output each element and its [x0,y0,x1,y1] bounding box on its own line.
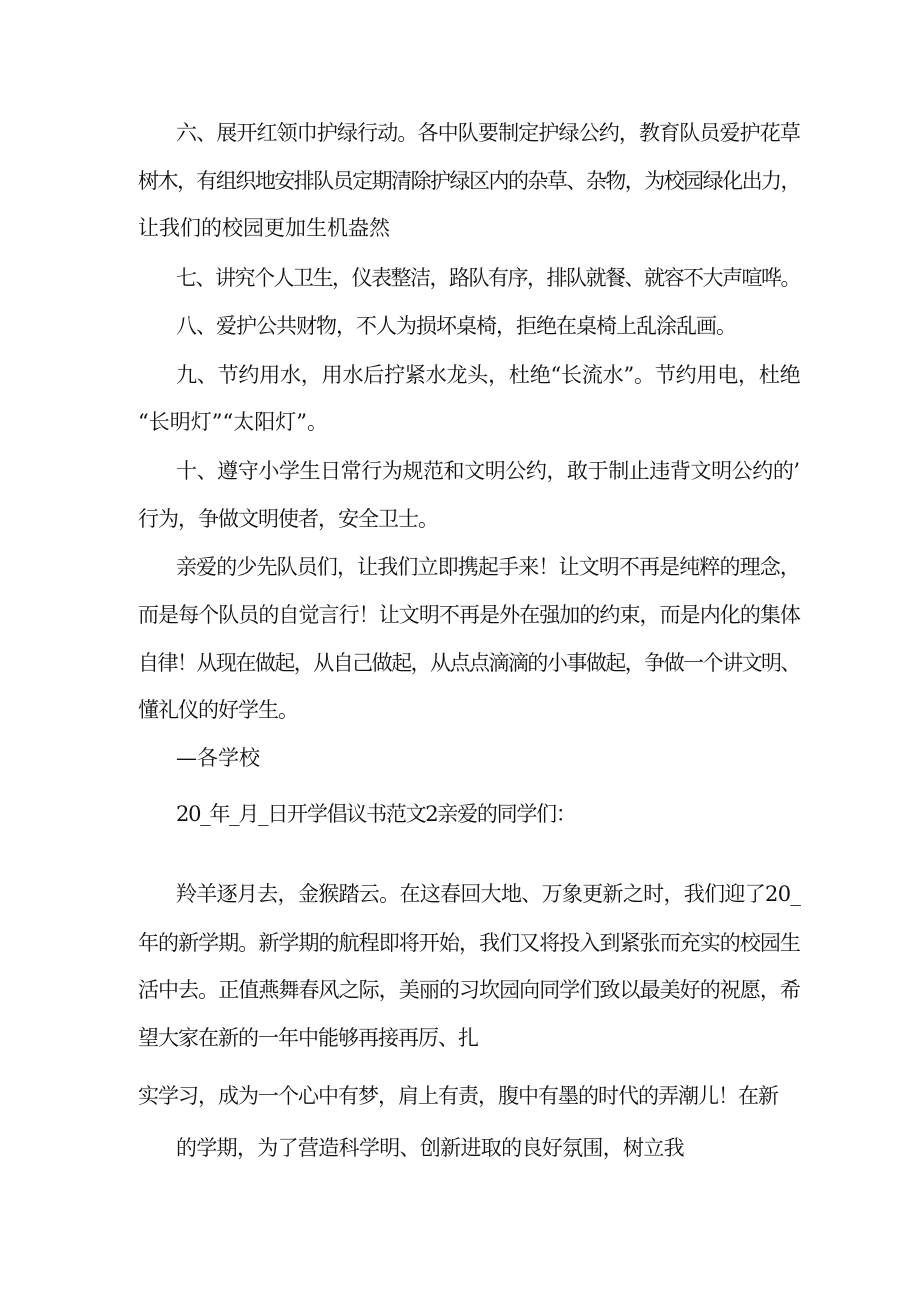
paragraph-line: 亲爱的少先队员们，让我们立即携起手来！让文明不再是纯粹的理念， [176,555,800,579]
paragraph-line: 年的新学期。新学期的航程即将开始，我们又将投入到紧张而充实的校园生 [138,931,800,955]
paragraph-line: 自律！从现在做起，从自己做起，从点点滴滴的小事做起，争做一个讲文明、 [138,651,800,675]
paragraph-line: 的学期，为了营造科学明、创新进取的良好氛围，树立我 [176,1136,684,1160]
paragraph-line: 行为，争做文明使者，安全卫士。 [138,507,438,531]
paragraph-line: 六、展开红领巾护绿行动。各中队要制定护绿公约，教育队员爱护花草 [176,121,800,145]
paragraph-line: “长明灯”“太阳灯”。 [138,410,328,434]
paragraph-line: 十、遵守小学生日常行为规范和文明公约，敢于制止违背文明公约的’ [176,459,800,483]
paragraph-line: 羚羊逐月去，金猴踏云。在这春回大地、万象更新之时，我们迎了20_ [176,882,801,906]
paragraph-line: 树木，有组织地安排队员定期清除护绿区内的杂草、杂物，为校园绿化出力， [138,169,800,193]
paragraph-line: 实学习，成为一个心中有梦，肩上有责，腹中有墨的时代的弄潮儿！在新 [138,1084,778,1108]
paragraph-line: 懂礼仪的好学生。 [138,698,298,722]
paragraph-line: 而是每个队员的自觉言行！让文明不再是外在强加的约束，而是内化的集体 [138,603,800,627]
section-heading: 20_年_月_日开学倡议书范文2亲爱的同学们： [176,802,576,826]
signature-line: —各学校 [176,746,260,770]
paragraph-line: 望大家在新的一年中能够再接再厉、扎 [138,1026,478,1050]
paragraph-line: 七、讲究个人卫生，仪表整洁，路队有序，排队就餐、就容不大声喧哗。 [176,266,800,290]
paragraph-line: 八、爱护公共财物，不人为损坏桌椅，拒绝在桌椅上乱涂乱画。 [176,314,736,338]
paragraph-line: 九、节约用水，用水后拧紧水龙头，杜绝“长流水”。节约用电，杜绝 [176,363,801,387]
paragraph-line: 让我们的校园更加生机盎然 [138,216,390,240]
paragraph-line: 活中去。正值燕舞春风之际，美丽的习坎园向同学们致以最美好的祝愿，希 [138,978,800,1002]
